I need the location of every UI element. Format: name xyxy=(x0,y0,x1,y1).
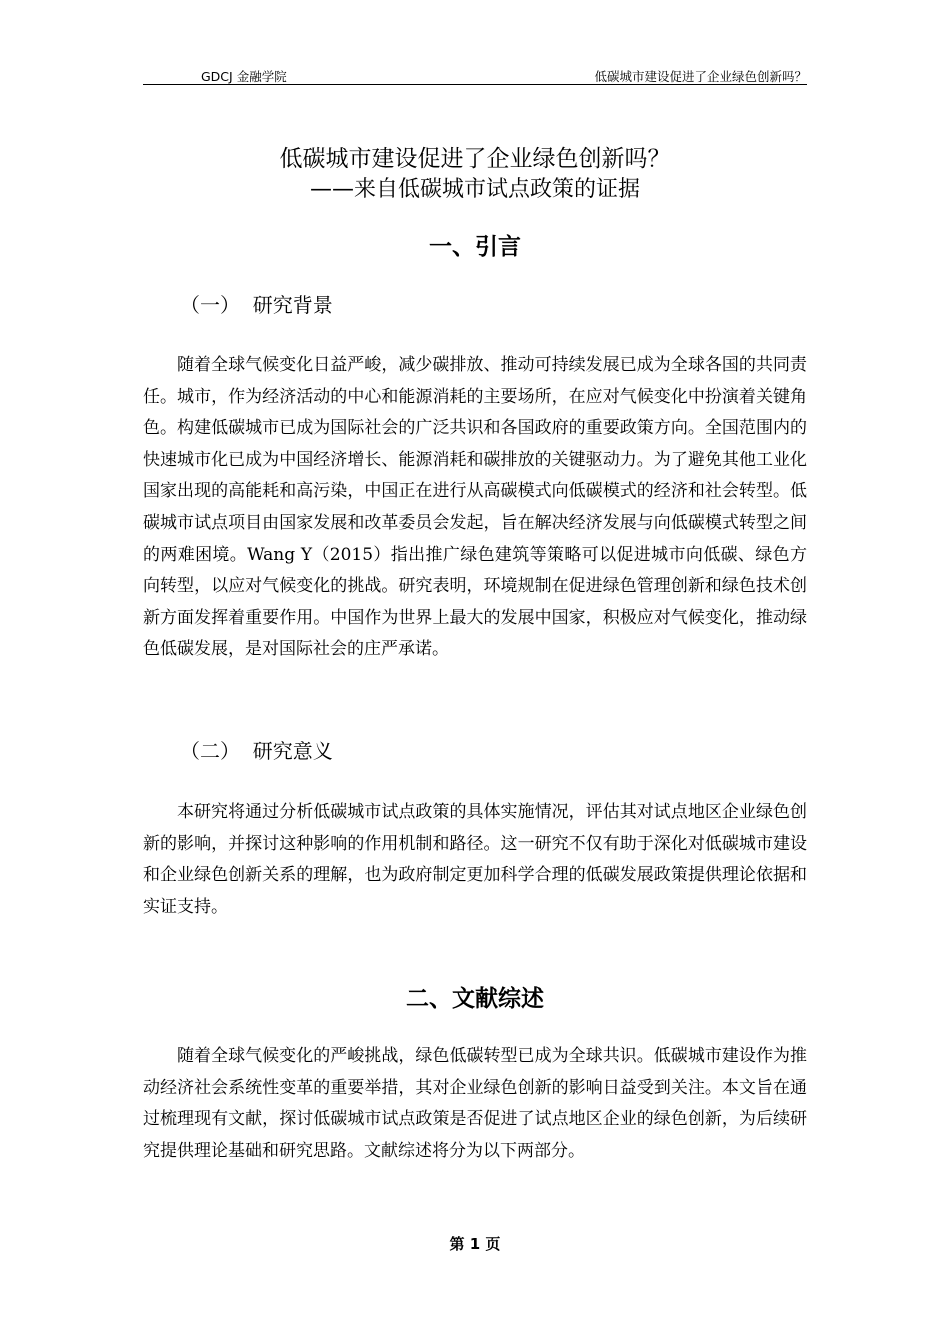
subsection-2-heading: （二） 研究意义 xyxy=(180,739,333,763)
paper-subtitle: ——来自低碳城市试点政策的证据 xyxy=(309,177,640,202)
page-header xyxy=(143,66,807,85)
header-left-text: GDCJ 金融学院 xyxy=(201,69,287,84)
paper-title: 低碳城市建设促进了企业绿色创新吗？ xyxy=(279,146,671,172)
header-right-text: 低碳城市建设促进了企业绿色创新吗？ xyxy=(594,69,807,84)
subsection-1-paragraph: 随着全球气候变化日益严峻，减少碳排放、推动可持续发展已成为全球各国的共同责任。城市，作为经济活动的中心和能源消耗的主要场所，在应对气候变化中扮演着关键角色。构建低碳城市已成为国际社会的广泛共识和各国政府的重要政策方向。全国范围内的快速城市化已成为中国经济增长、能源消耗和碳排放的关键驱动力。为了避免其他工业化国家出现的高能耗和高污染，中国正在进行从高碳模式向低碳模式的经济和社会转型。低碳城市试点项目由国家发展和改革委员会发起，旨在解决经济发展与向低碳模式转型之间的两难困境。Wang Y（2015）指出推广绿色建筑等策略可以促进城市向低碳、绿色方向转型，以应对气候变化的挑战。研究表明，环境规制在促进绿色管理创新和绿色技术创新方面发挥着重要作用。中国作为世界上最大的发展中国家，积极应对气候变化，推动绿色低碳发展，是对国际社会的庄严承诺。 xyxy=(143,355,807,660)
section-2-heading: 二、文献综述 xyxy=(406,986,544,1012)
page-number: 第 1 页 xyxy=(449,1235,501,1253)
section-1-heading: 一、引言 xyxy=(429,234,521,260)
subsection-2-paragraph: 本研究将通过分析低碳城市试点政策的具体实施情况，评估其对试点地区企业绿色创新的影响，并探讨这种影响的作用机制和路径。这一研究不仅有助于深化对低碳城市建设和企业绿色创新关系的理解，也为政府制定更加科学合理的低碳发展政策提供理论依据和实证支持。 xyxy=(143,802,807,917)
subsection-1-heading: （一） 研究背景 xyxy=(180,293,333,317)
section-2-paragraph: 随着全球气候变化的严峻挑战，绿色低碳转型已成为全球共识。低碳城市建设作为推动经济社会系统性变革的重要举措，其对企业绿色创新的影响日益受到关注。本文旨在通过梳理现有文献，探讨低碳城市试点政策是否促进了试点地区企业的绿色创新，为后续研究提供理论基础和研究思路。文献综述将分为以下两部分。 xyxy=(143,1046,807,1161)
